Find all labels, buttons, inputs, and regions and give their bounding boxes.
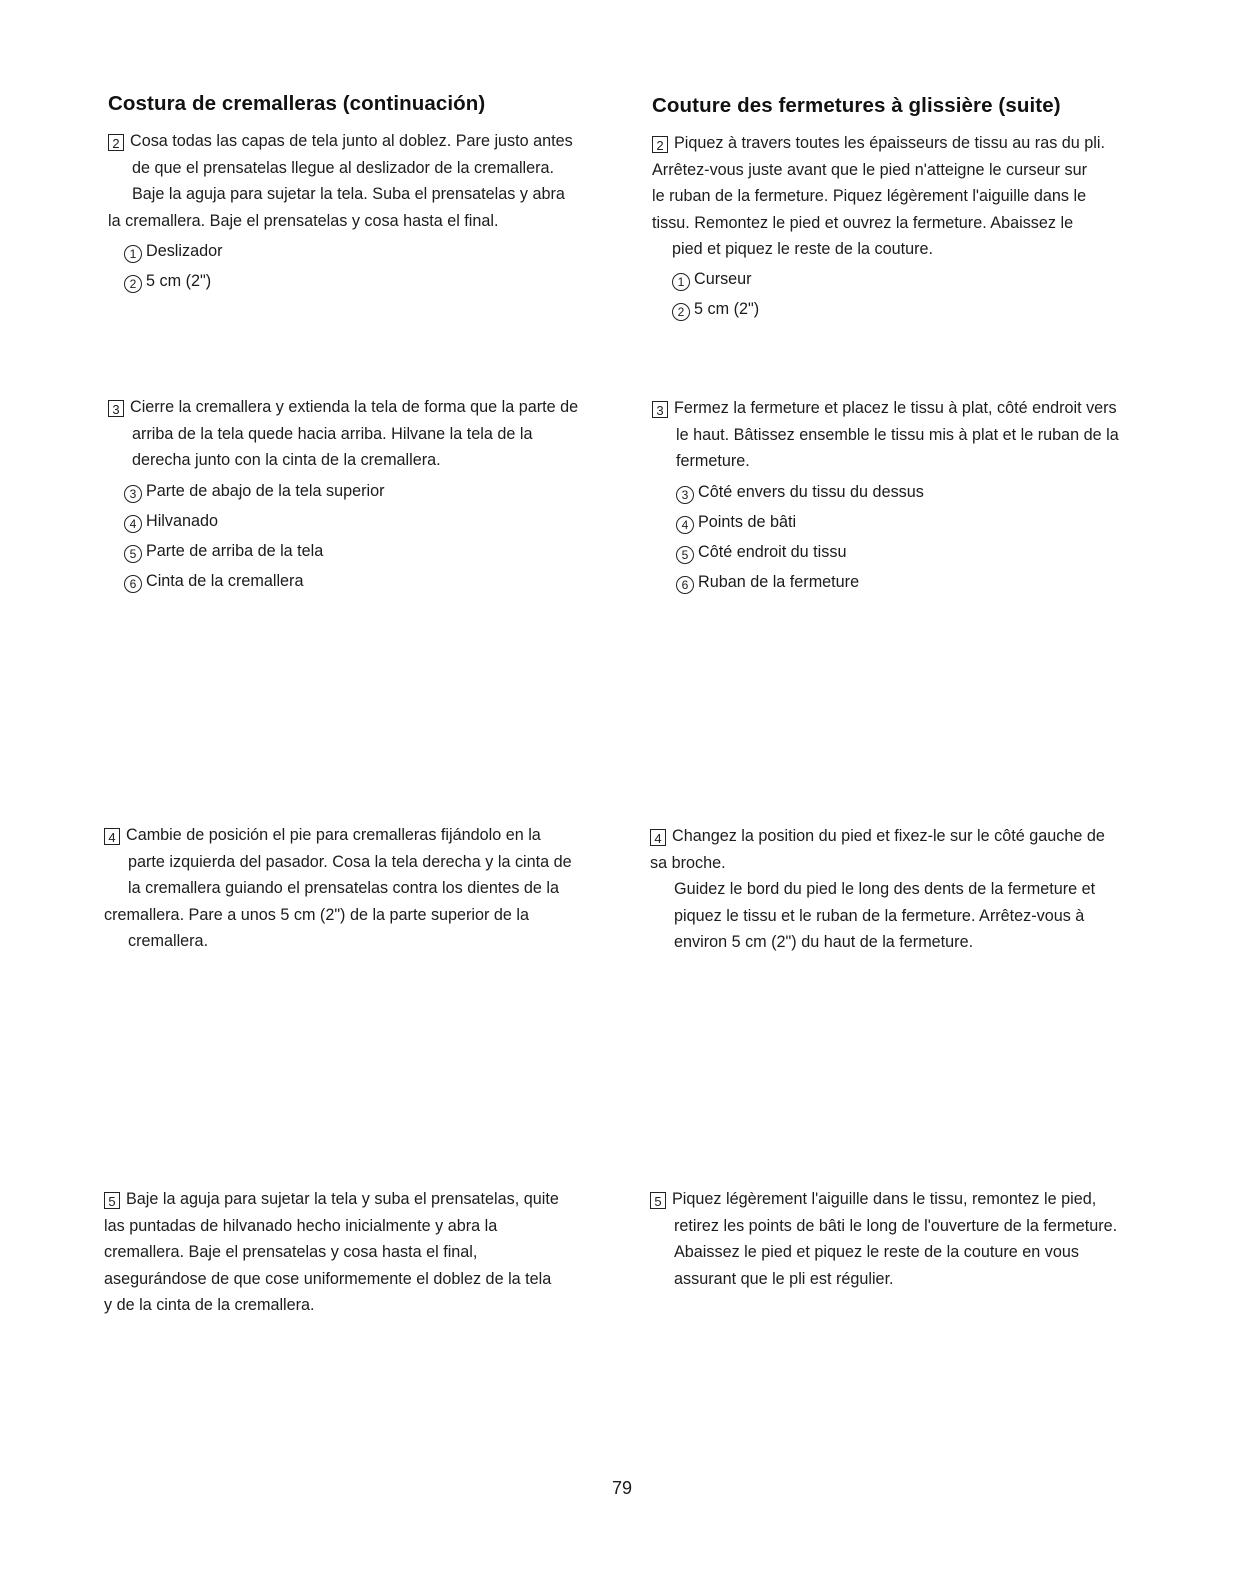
legend-number: 5	[676, 546, 694, 564]
step-line: parte izquierda del pasador. Cosa la tela derecha y la cinta de	[128, 852, 572, 871]
french-step-3	[652, 395, 1119, 597]
step-line: fermeture.	[676, 452, 750, 471]
legend-item: 1 Curseur	[652, 264, 1105, 294]
legend-number: 6	[676, 576, 694, 594]
french-step-5	[650, 1186, 1117, 1292]
step-line: la cremallera guiando el prensatelas contra los dientes de la	[128, 879, 560, 898]
step-line: pied et piquez le reste de la couture.	[672, 240, 933, 259]
french-section-title: Couture des fermetures à glissière (suite)	[652, 94, 1061, 117]
legend-number: 3	[124, 485, 142, 503]
step-number-badge: 4	[104, 828, 120, 845]
step-line: derecha junto con la cinta de la cremallera.	[132, 451, 441, 470]
spanish-step-5	[104, 1186, 559, 1319]
legend-item: 4 Points de bâti	[652, 507, 1119, 537]
legend-item: 2 5 cm (2")	[652, 294, 1105, 324]
step-line: le haut. Bâtissez ensemble le tissu mis à plat et le ruban de la	[676, 425, 1119, 444]
step-line: cremallera.	[128, 932, 209, 951]
step-line: y de la cinta de la cremallera.	[104, 1296, 315, 1315]
legend-number: 4	[676, 516, 694, 534]
french-step-2	[652, 130, 1105, 324]
step-line: 2 Cosa todas las capas de tela junto al doblez. Pare justo antes	[108, 128, 573, 155]
step-number-badge: 3	[652, 401, 668, 418]
step-line: 2 Piquez à travers toutes les épaisseurs de tissu au ras du pli.	[652, 130, 1105, 157]
legend-item: 5 Côté endroit du tissu	[652, 537, 1119, 567]
step-line: 5 Piquez légèrement l'aiguille dans le tissu, remontez le pied,	[650, 1186, 1117, 1213]
step-number-badge: 5	[104, 1192, 120, 1209]
step-line: tissu. Remontez le pied et ouvrez la fermeture. Abaissez le	[652, 213, 1074, 232]
page-number: 79	[611, 1478, 633, 1498]
spanish-step-3	[108, 394, 578, 596]
step-line: cremallera. Baje el prensatelas y cosa hasta el final,	[104, 1243, 478, 1262]
legend-item: 2 5 cm (2")	[108, 266, 573, 296]
legend-item: 3 Côté envers du tissu du dessus	[652, 477, 1119, 507]
step-line: asegurándose de que cose uniformemente el doblez de la tela	[104, 1269, 552, 1288]
spanish-section-title: Costura de cremalleras (continuación)	[108, 92, 486, 115]
french-step-4	[650, 823, 1105, 956]
step-line: de que el prensatelas llegue al deslizador de la cremallera.	[132, 158, 555, 177]
step-number-badge: 3	[108, 400, 124, 417]
step-line: Arrêtez-vous juste avant que le pied n'atteigne le curseur sur	[652, 160, 1087, 179]
legend-number: 5	[124, 545, 142, 563]
step-number-badge: 5	[650, 1192, 666, 1209]
legend-number: 4	[124, 515, 142, 533]
step-number-badge: 2	[652, 136, 668, 153]
step-line: Guidez le bord du pied le long des dents de la fermeture et	[674, 880, 1096, 899]
legend-item: 1 Deslizador	[108, 236, 573, 266]
step-number-badge: 4	[650, 829, 666, 846]
step-line: le ruban de la fermeture. Piquez légèrement l'aiguille dans le	[652, 187, 1087, 206]
step-line: la cremallera. Baje el prensatelas y cosa hasta el final.	[108, 211, 499, 230]
step-line: 3 Fermez la fermeture et placez le tissu à plat, côté endroit vers	[652, 395, 1119, 422]
step-line: las puntadas de hilvanado hecho inicialmente y abra la	[104, 1216, 498, 1235]
step-line: retirez les points de bâti le long de l'ouverture de la fermeture.	[674, 1216, 1118, 1235]
legend-item: 6 Cinta de la cremallera	[108, 566, 578, 596]
step-line: Baje la aguja para sujetar la tela. Suba el prensatelas y abra	[132, 185, 565, 204]
step-line: 5 Baje la aguja para sujetar la tela y suba el prensatelas, quite	[104, 1186, 559, 1213]
step-line: 3 Cierre la cremallera y extienda la tela de forma que la parte de	[108, 394, 578, 421]
legend-number: 2	[672, 303, 690, 321]
legend-number: 1	[672, 273, 690, 291]
step-line: 4 Cambie de posición el pie para cremalleras fijándolo en la	[104, 822, 572, 849]
legend-item: 4 Hilvanado	[108, 506, 578, 536]
step-line: Abaissez le pied et piquez le reste de la couture en vous	[674, 1243, 1079, 1262]
legend-number: 2	[124, 275, 142, 293]
legend-item: 6 Ruban de la fermeture	[652, 567, 1119, 597]
legend-number: 3	[676, 486, 694, 504]
step-line: 4 Changez la position du pied et fixez-le sur le côté gauche de	[650, 823, 1105, 850]
legend-item: 3 Parte de abajo de la tela superior	[108, 476, 578, 506]
step-line: arriba de la tela quede hacia arriba. Hilvane la tela de la	[132, 424, 533, 443]
legend-number: 1	[124, 245, 142, 263]
step-line: assurant que le pli est régulier.	[674, 1269, 894, 1288]
step-line: sa broche.	[650, 853, 726, 872]
legend-item: 5 Parte de arriba de la tela	[108, 536, 578, 566]
step-line: piquez le tissu et le ruban de la fermeture. Arrêtez-vous à	[674, 906, 1085, 925]
spanish-step-2	[108, 128, 573, 296]
spanish-step-4	[104, 822, 572, 955]
step-number-badge: 2	[108, 134, 124, 151]
step-line: cremallera. Pare a unos 5 cm (2") de la parte superior de la	[104, 905, 530, 924]
step-line: environ 5 cm (2") du haut de la fermeture.	[674, 933, 974, 952]
legend-number: 6	[124, 575, 142, 593]
